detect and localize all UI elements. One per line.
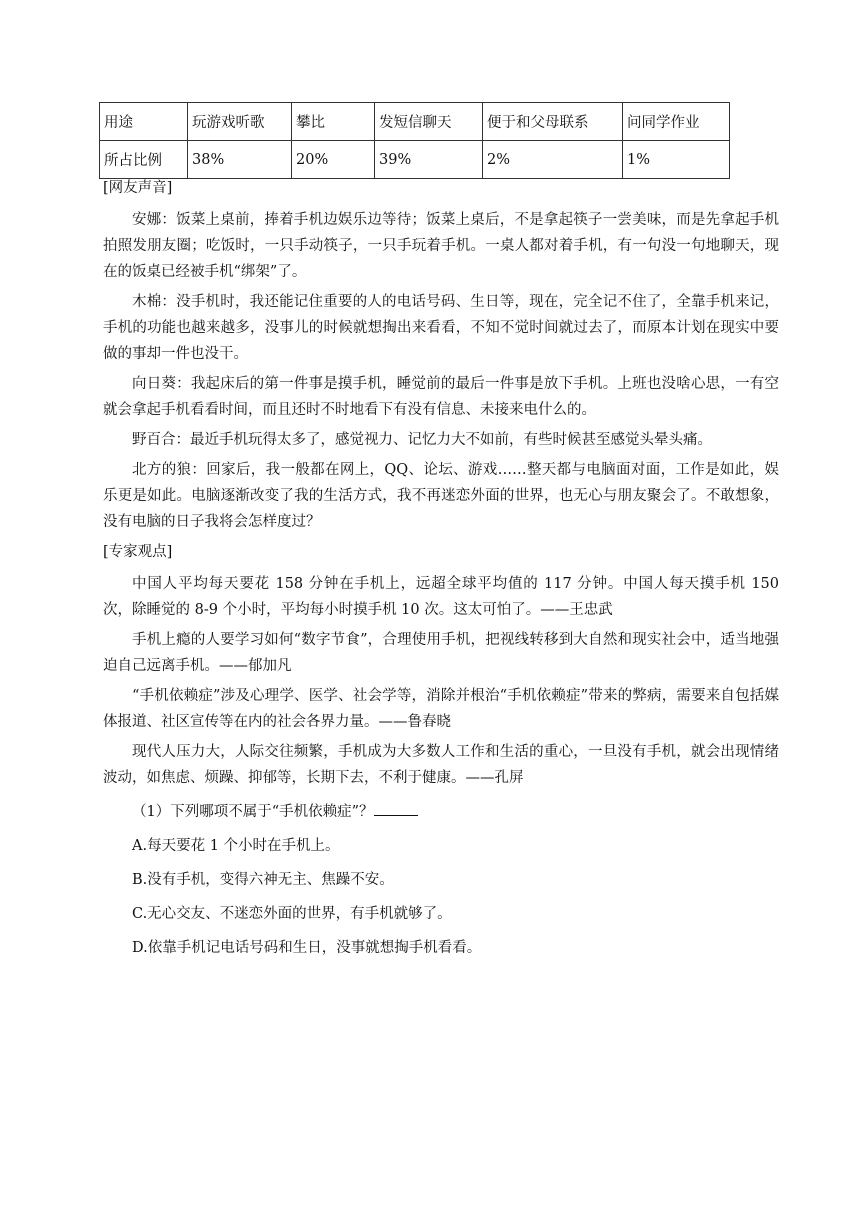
table-cell: 所占比例 — [100, 141, 188, 179]
netizen-paragraph: 北方的狼：回家后，我一般都在网上，QQ、论坛、游戏……整天都与电脑面对面，工作是如此，娱乐更是如此。电脑逐渐改变了我的生活方式，我不再迷恋外面的世界，也无心与朋友聚会了。不敢想象，没有电脑的日子我将会怎样度过？ — [103, 462, 779, 530]
question-option-d: D.依靠手机记电话号码和生日，没事就想掏手机看看。 — [132, 940, 482, 956]
question-stem-text: （1）下列哪项不属于“手机依赖症”？ — [132, 804, 374, 820]
table-header-cell: 便于和父母联系 — [483, 103, 623, 141]
table-row — [100, 103, 730, 141]
table-cell: 20% — [292, 141, 375, 179]
question-stem — [103, 799, 779, 825]
question-option-c: C.无心交友、不迷恋外面的世界，有手机就够了。 — [132, 906, 452, 922]
table-header-cell: 用途 — [100, 103, 188, 141]
table-cell: 1% — [623, 141, 730, 179]
table-cell: 38% — [188, 141, 292, 179]
table-header-cell: 问同学作业 — [623, 103, 730, 141]
section-heading-netizen: [网友声音] — [103, 180, 173, 196]
table-cell: 2% — [483, 141, 623, 179]
table-header-cell: 发短信聊天 — [375, 103, 483, 141]
netizen-paragraph: 野百合：最近手机玩得太多了，感觉视力、记忆力大不如前，有些时候甚至感觉头晕头痛。 — [132, 432, 712, 448]
table-row — [100, 141, 730, 179]
netizen-paragraph: 木棉：没手机时，我还能记住重要的人的电话号码、生日等，现在，完全记不住了，全靠手机来记，手机的功能也越来越多，没事儿的时候就想掏出来看看，不知不觉时间就过去了，而原本计划在现实中要做的事却一件也没干。 — [103, 294, 779, 362]
netizen-paragraph: 向日葵：我起床后的第一件事是摸手机，睡觉前的最后一件事是放下手机。上班也没啥心思，一有空就会拿起手机看看时间，而且还时不时地看下有没有信息、未接来电什么的。 — [103, 376, 779, 418]
netizen-paragraph: 安娜：饭菜上桌前，捧着手机边娱乐边等待；饭菜上桌后，不是拿起筷子一尝美味，而是先拿起手机拍照发朋友圈；吃饭时，一只手动筷子，一只手玩着手机。一桌人都对着手机，有一句没一句地聊天，现在的饭桌已经被手机“绑架”了。 — [103, 212, 779, 280]
expert-paragraph: 手机上瘾的人要学习如何“数字节食”，合理使用手机，把视线转移到大自然和现实社会中，适当地强迫自己远离手机。——郁加凡 — [103, 632, 779, 674]
question-option-b: B.没有手机，变得六神无主、焦躁不安。 — [132, 872, 394, 888]
table-cell: 39% — [375, 141, 483, 179]
phone-usage-table — [99, 102, 730, 179]
article-body — [103, 175, 779, 961]
question-option-a: A.每天要花 1 个小时在手机上。 — [132, 838, 340, 854]
table-header-cell: 玩游戏听歌 — [188, 103, 292, 141]
expert-paragraph: 中国人平均每天要花 158 分钟在手机上，远超全球平均值的 117 分钟。中国人每天摸手机 150 次，除睡觉的 8-9 个小时，平均每小时摸手机 10 次。这太可怕了。——王忠武 — [103, 576, 779, 618]
answer-blank[interactable] — [374, 801, 418, 816]
expert-paragraph: 现代人压力大，人际交往频繁，手机成为大多数人工作和生活的重心，一旦没有手机，就会出现情绪波动，如焦虑、烦躁、抑郁等，长期下去，不利于健康。——孔屏 — [103, 744, 779, 786]
table-header-cell: 攀比 — [292, 103, 375, 141]
expert-paragraph: “手机依赖症”涉及心理学、医学、社会学等，消除并根治“手机依赖症”带来的弊病，需要来自包括媒体报道、社区宣传等在内的社会各界力量。——鲁春晓 — [103, 688, 779, 730]
section-heading-expert: [专家观点] — [103, 544, 173, 560]
